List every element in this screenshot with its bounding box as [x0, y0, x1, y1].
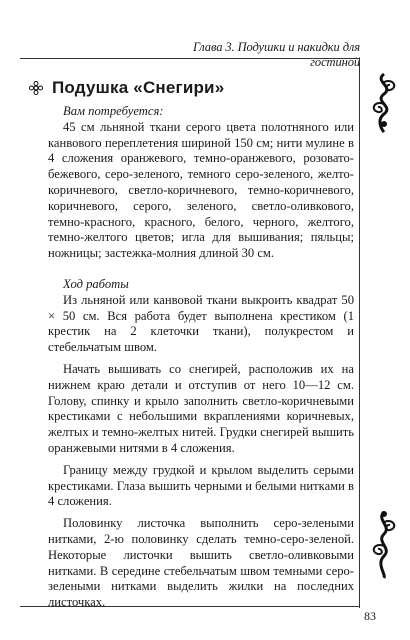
materials-text: 45 см льняной ткани серого цвета полотняного или канвового переплетения шириной 150 см; нити мулине в 4 сложения оранжевого, темно-оранжевого, розовато-бежевого, серо-зеленого, темного серо-зеленого, желто-коричневого, светло-коричневого, темно-коричневого, коричневого, серого, зеленого, светло-оливкового, темно-красного, красного, белого, черного, желтого, темно-желтого цветов; игла для вышивания; пяльцы; ножницы; застежка-молния длиной 30 см. [48, 119, 354, 261]
work-paragraph: Границу между грудкой и крылом выделить серыми крестиками. Глаза вышить черными и белыми нитками в 4 сложения. [48, 462, 354, 509]
work-label: Ход работы [63, 276, 129, 291]
materials-label: Вам потребуется: [63, 104, 164, 118]
work-paragraph: Половинку листочка выполнить серо-зелеными нитками, 2-ю половинку сделать темно-серо-зеленой. Некоторые листочки вышить светло-оливковыми нитками. В середине стебельчатым швом темными серо-зелеными нитками выделить жилки на последних листочках. [48, 516, 354, 610]
scroll-ornament-icon [364, 72, 404, 134]
flower-ornament-icon [28, 80, 44, 96]
work-paragraph: Начать вышивать со снегирей, расположив их на нижнем краю детали и отступив от него 10—12 см. Голову, спинку и крыло заполнить светло-коричневыми крестиками с небольшими вкраплениями коричневых, желтых и темно-желтых нитей. Грудки снегирей вышить оранжевыми нитями в 4 сложения. [48, 361, 354, 455]
header-rule [20, 58, 359, 59]
work-paragraph: Из льняной или канвовой ткани выкроить квадрат 50 × 50 см. Вся работа будет выполнена крестиком (1 крестик на 2 клеточки ткани), полукрестом и стебельчатым швом. [48, 292, 354, 355]
page-title: Подушка «Снегири» [52, 78, 225, 97]
page-number: 83 [364, 609, 376, 623]
article-body [48, 104, 354, 611]
running-header: Глава 3. Подушки и накидки для гостиной [192, 40, 360, 69]
section-heading [28, 78, 358, 98]
margin-rule [359, 58, 360, 608]
scroll-ornament-icon [364, 510, 404, 580]
